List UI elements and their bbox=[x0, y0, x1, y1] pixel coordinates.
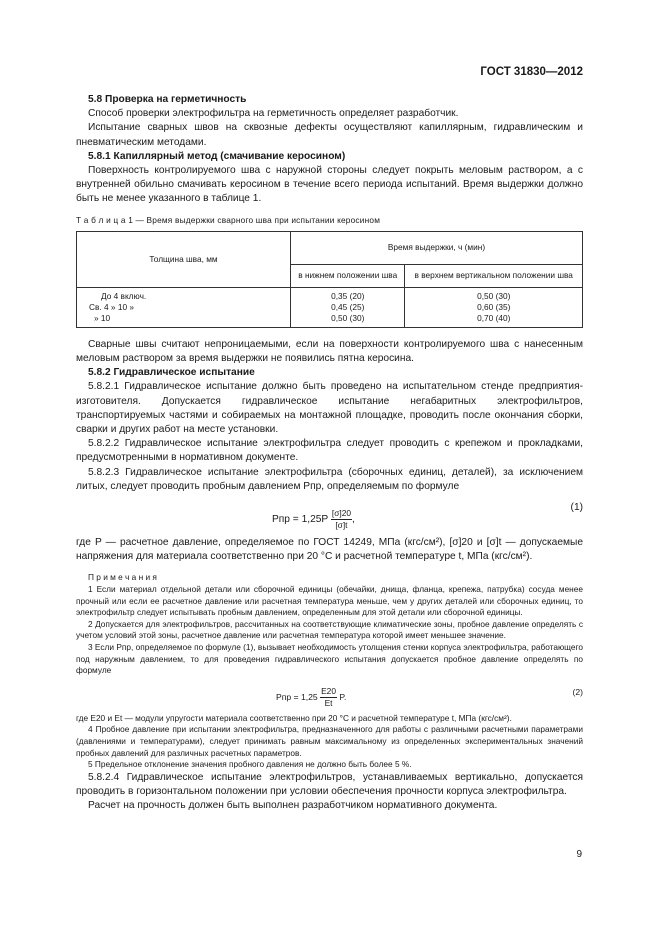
notes bbox=[76, 572, 583, 770]
paragraph: где P — расчетное давление, определяемое по ГОСТ 14249, МПа (кгс/см²), [σ]20 и [σ]t — допускаемые напряжения для материала соответственно при 20 °С и расчетной температуре t, МПа (кгс/см²). bbox=[76, 537, 583, 563]
note-5: 5 Предельное отклонение значения пробного давления не должно быть более 5 %. bbox=[88, 759, 412, 770]
column-header-thickness: Толщина шва, мм bbox=[77, 231, 291, 287]
formula-lhs: Pпр = 1,25P bbox=[272, 514, 329, 526]
paragraph: Испытание сварных швов на сквозные дефекты осуществляют капиллярным, гидравлическим и пневматическим методами. bbox=[76, 122, 583, 148]
section-5-8-title: 5.8 Проверка на герметичность bbox=[88, 94, 247, 105]
paragraph: 5.8.2.1 Гидравлическое испытание должно быть проведено на испытательном стенде предприятия-изготовителя. Допускается гидравлическое испытание негабаритных электрофильтров, транспортируемых частями и собираемых на монтажной площадке, проводить после окончания сборки, сварки и других работ на месте установки. bbox=[76, 381, 583, 436]
column-header-group: Время выдержки, ч (мин) bbox=[291, 231, 583, 264]
lower-value: 0,45 (25) bbox=[331, 301, 365, 312]
paragraph: Расчет на прочность должен быть выполнен разработчиком нормативного документа. bbox=[88, 800, 498, 812]
paragraph: 5.8.2.4 Гидравлическое испытание электрофильтров, устанавливаемых вертикально, допускается проводить в горизонтальном положении при условии обеспечения прочности корпуса электрофильтра. bbox=[76, 771, 583, 797]
note-2: 2 Допускается для электрофильтров, рассчитанных на соответствующие климатические зоны, пробное давление определять с учетом условий этой зоны, расчетное давление или расчетная температура которой имеет меньшее значение. bbox=[76, 618, 583, 641]
formula-tail: , bbox=[352, 514, 355, 526]
column-header-lower: в нижнем положении шва bbox=[291, 264, 405, 287]
formula-lhs: Pпр = 1,25 bbox=[276, 691, 318, 702]
fraction-denominator: [σ]t bbox=[335, 520, 348, 531]
table-caption: Т а б л и ц а 1 — Время выдержки сварного шва при испытании керосином bbox=[76, 214, 381, 225]
formula-number: (1) bbox=[570, 502, 583, 514]
document-code: ГОСТ 31830—2012 bbox=[480, 66, 583, 78]
table-cell bbox=[77, 287, 291, 327]
table-cell bbox=[405, 287, 583, 327]
table-cell bbox=[291, 287, 405, 327]
formula-2 bbox=[76, 680, 583, 710]
fraction-numerator: [σ]20 bbox=[331, 508, 352, 519]
table-1 bbox=[76, 231, 583, 328]
thickness-value: » 10 bbox=[94, 312, 111, 323]
upper-value: 0,60 (35) bbox=[477, 301, 511, 312]
note-4: 4 Пробное давление при испытании электрофильтра, предназначенного для работы с различными расчетными параметрами (давлениями и температурами), следует принимать равным максимальному из определенных экспериментальных значений пробных давлений для различных расчетных параметров. bbox=[76, 724, 583, 758]
formula-number: (2) bbox=[572, 686, 583, 697]
thickness-value: Св. 4 » 10 » bbox=[89, 301, 134, 312]
section-5-8-2-title: 5.8.2 Гидравлическое испытание bbox=[88, 367, 255, 379]
formula-fraction bbox=[331, 508, 352, 531]
upper-value: 0,50 (30) bbox=[477, 290, 511, 301]
upper-value: 0,70 (40) bbox=[477, 312, 511, 323]
paragraph: Способ проверки электрофильтра на герметичность определяет разработчик. bbox=[88, 108, 459, 120]
paragraph: Поверхность контролируемого шва с наружной стороны следует покрыть меловым раствором, а с внутренней обильно смачивать керосином в течение всего периода испытаний. Время выдержки должно быть не менее указанного в таблице 1. bbox=[76, 165, 583, 205]
lower-value: 0,35 (20) bbox=[331, 290, 365, 301]
page-number: 9 bbox=[576, 849, 582, 860]
paragraph: где E20 и Et — модули упругости материала соответственно при 20 °С и расчетной температуре t, МПа (кгс/см²). bbox=[76, 712, 512, 723]
thickness-value: До 4 включ. bbox=[101, 290, 147, 301]
page-body bbox=[76, 93, 583, 813]
fraction-numerator: E20 bbox=[321, 685, 336, 696]
lower-value: 0,50 (30) bbox=[331, 312, 365, 323]
paragraph: 5.8.2.3 Гидравлическое испытание электрофильтра (сборочных единиц, деталей), за исключением литых, следует проводить пробным давлением Pпр, определяемым по формуле bbox=[76, 466, 583, 492]
notes-heading: П р и м е ч а н и я bbox=[88, 572, 157, 583]
formula-1 bbox=[76, 498, 583, 532]
formula-fraction bbox=[320, 686, 337, 709]
paragraph: 5.8.2.2 Гидравлическое испытание электрофильтра следует проводить с крепежом и прокладками, предусмотренными в нормативном документе. bbox=[76, 438, 583, 464]
paragraph: Сварные швы считают непроницаемыми, если на поверхности контролируемого шва с нанесенным меловым раствором за время выдержки не появились пятна керосина. bbox=[76, 338, 583, 365]
note-1: 1 Если материал отдельной детали или сборочной единицы (обечайки, днища, фланца, крепежа, патрубка) сосуда менее прочный или если ее расчетное давление или расчетная температура меньше, чем у других деталей или сборочных единиц, то электрофильтр следует испытывать пробным давлением, определенным для этой детали или сборочной единицы. bbox=[76, 584, 583, 618]
fraction-denominator: Et bbox=[324, 697, 333, 708]
formula-tail: P. bbox=[339, 691, 347, 702]
note-3: 3 Если Pпр, определяемое по формуле (1), вызывает необходимость утолщения стенки корпуса электрофильтра, работающего под наружным давлением, то для проведения гидравлического испытания допускается пробное давление определять по формуле bbox=[76, 642, 583, 676]
section-5-8-1-title: 5.8.1 Капиллярный метод (смачивание керосином) bbox=[88, 150, 346, 162]
column-header-upper: в верхнем вертикальном положении шва bbox=[405, 264, 583, 287]
